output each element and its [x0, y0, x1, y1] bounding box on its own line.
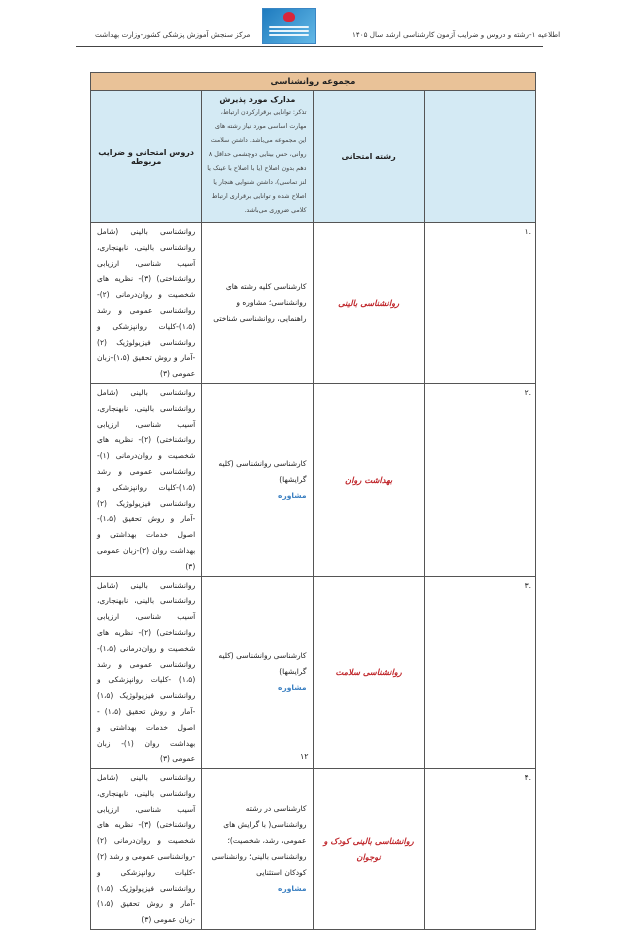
header-title-text: اطلاعیه ۱-رشته و دروس و ضرایب آزمون کارشناسی ارشد سال ۱۴۰۵ — [352, 30, 561, 39]
field-name — [313, 769, 424, 930]
field-name — [313, 383, 424, 576]
row-number: .۱ — [424, 223, 535, 384]
criteria-text: کارشناسی روانشناسی (کلیه گرایشها) — [218, 458, 307, 484]
row-number: .۲ — [424, 383, 535, 576]
criteria-text: کارشناسی روانشناسی (کلیه گرایشها) — [218, 651, 307, 677]
field-name — [313, 223, 424, 384]
header-org-text: مرکز سنجش آموزش پزشکی کشور-وزارت بهداشت — [95, 30, 251, 39]
table-row — [91, 769, 536, 930]
ministry-logo-icon — [262, 8, 316, 44]
criteria-cell — [202, 769, 313, 930]
criteria-note: تذکر: توانایی برقرارکردن ارتباط، مهارت اساسی مورد نیاز رشته های این مجموعه می‌باشد. داشتن سلامت روانی، حس بینایی دوچشمی حداقل ۸ دهم بدون اصلاح (یا با اصلاح با عینک یا لنز تماسی)، داشتن شنوایی هنجار یا اصلاح شده و توانایی برقراری ارتباط کلامی ضروری می‌باشد. — [207, 109, 307, 214]
field-name-text: روانشناسی سلامت — [335, 667, 402, 678]
courses-cell: روانشناسی بالینی (شامل روانشناسی بالینی، نابهنجاری، آسیب شناسی، ارزیابی روانشناختی) (۳)- نظریه های شخصیت و روان‌درمانی (۲) -روانشناسی عمومی و رشد (۲) -کلیات روانپزشکی و روانشناسی فیزیولوژیک (۱،۵) -آمار و روش تحقیق (۱،۵) -زبان عمومی (۳) — [91, 769, 202, 930]
criteria-extra: مشاوره — [278, 884, 307, 894]
field-name-text: روانشناسی بالینی کودک و نوجوان — [323, 836, 414, 863]
page-number: ۱۲ — [300, 752, 309, 761]
field-name-text: روانشناسی بالینی — [338, 297, 400, 308]
page-header — [0, 0, 617, 62]
criteria-text: کارشناسی در رشته روانشناسی( با گرایش های عمومی، رشد، شخصیت)؛ روانشناسی بالینی؛ روانشناسی کودکان استثنایی — [211, 804, 307, 878]
courses-cell: روانشناسی بالینی (شامل روانشناسی بالینی، نابهنجاری، آسیب شناسی، ارزیابی روانشناختی) (۲)- نظریه های شخصیت و روان‌درمانی (۱)-روانشناسی عمومی و رشد (۱،۵)-کلیات روانپزشکی و روانشناسی فیزیولوژیک (۲) -آمار و روش تحقیق (۱،۵)-اصول خدمات بهداشتی و بهداشت روان (۲)-زبان عمومی (۳) — [91, 383, 202, 576]
criteria-title: مدارک مورد پذیرش — [219, 95, 296, 104]
criteria-extra: مشاوره — [278, 490, 307, 500]
criteria-cell — [202, 223, 313, 384]
courses-cell: روانشناسی بالینی (شامل روانشناسی بالینی، نابهنجاری، آسیب شناسی، ارزیابی روانشناختی) (۲)- نظریه های شخصیت و روان‌درمانی (۱،۵)- روانشناسی عمومی و رشد (۱،۵) -کلیات روانپزشکی و روانشناسی فیزیولوژیک (۱،۵) -آمار و روش تحقیق (۱،۵) - اصول خدمات بهداشتی و بهداشت روان (۱)- زبان عمومی (۳) — [91, 576, 202, 769]
col-header-field: رشته امتحانی — [313, 91, 424, 223]
col-header-criteria — [202, 91, 313, 223]
group-title: مجموعه روانشناسی — [91, 73, 536, 91]
field-name — [313, 576, 424, 769]
criteria-cell — [202, 576, 313, 769]
col-header-courses: دروس امتحانی و ضرایب مربوطه — [91, 91, 202, 223]
table-row — [91, 223, 536, 384]
criteria-text: کارشناسی کلیه رشته های روانشناسی؛ مشاوره و راهنمایی، روانشناسی شناختی — [213, 281, 307, 323]
table-row — [91, 576, 536, 769]
criteria-extra: مشاوره — [278, 683, 307, 693]
exam-fields-table — [90, 72, 536, 930]
criteria-cell — [202, 383, 313, 576]
field-name-text: بهداشت روان — [345, 474, 393, 485]
row-number: .۴ — [424, 769, 535, 930]
courses-cell: روانشناسی بالینی (شامل روانشناسی بالینی، نابهنجاری، آسیب شناسی، ارزیابی روانشناختی) (۳)- نظریه های شخصیت و روان‌درمانی (۲)-روانشناسی عمومی و رشد (۱،۵)-کلیات روانپزشکی و روانشناسی فیزیولوژیک (۲) -آمار و روش تحقیق (۱،۵)-زبان عمومی (۳) — [91, 223, 202, 384]
row-number: .۳ — [424, 576, 535, 769]
header-divider — [76, 46, 543, 47]
header-num-cell — [424, 91, 535, 223]
table-row — [91, 383, 536, 576]
